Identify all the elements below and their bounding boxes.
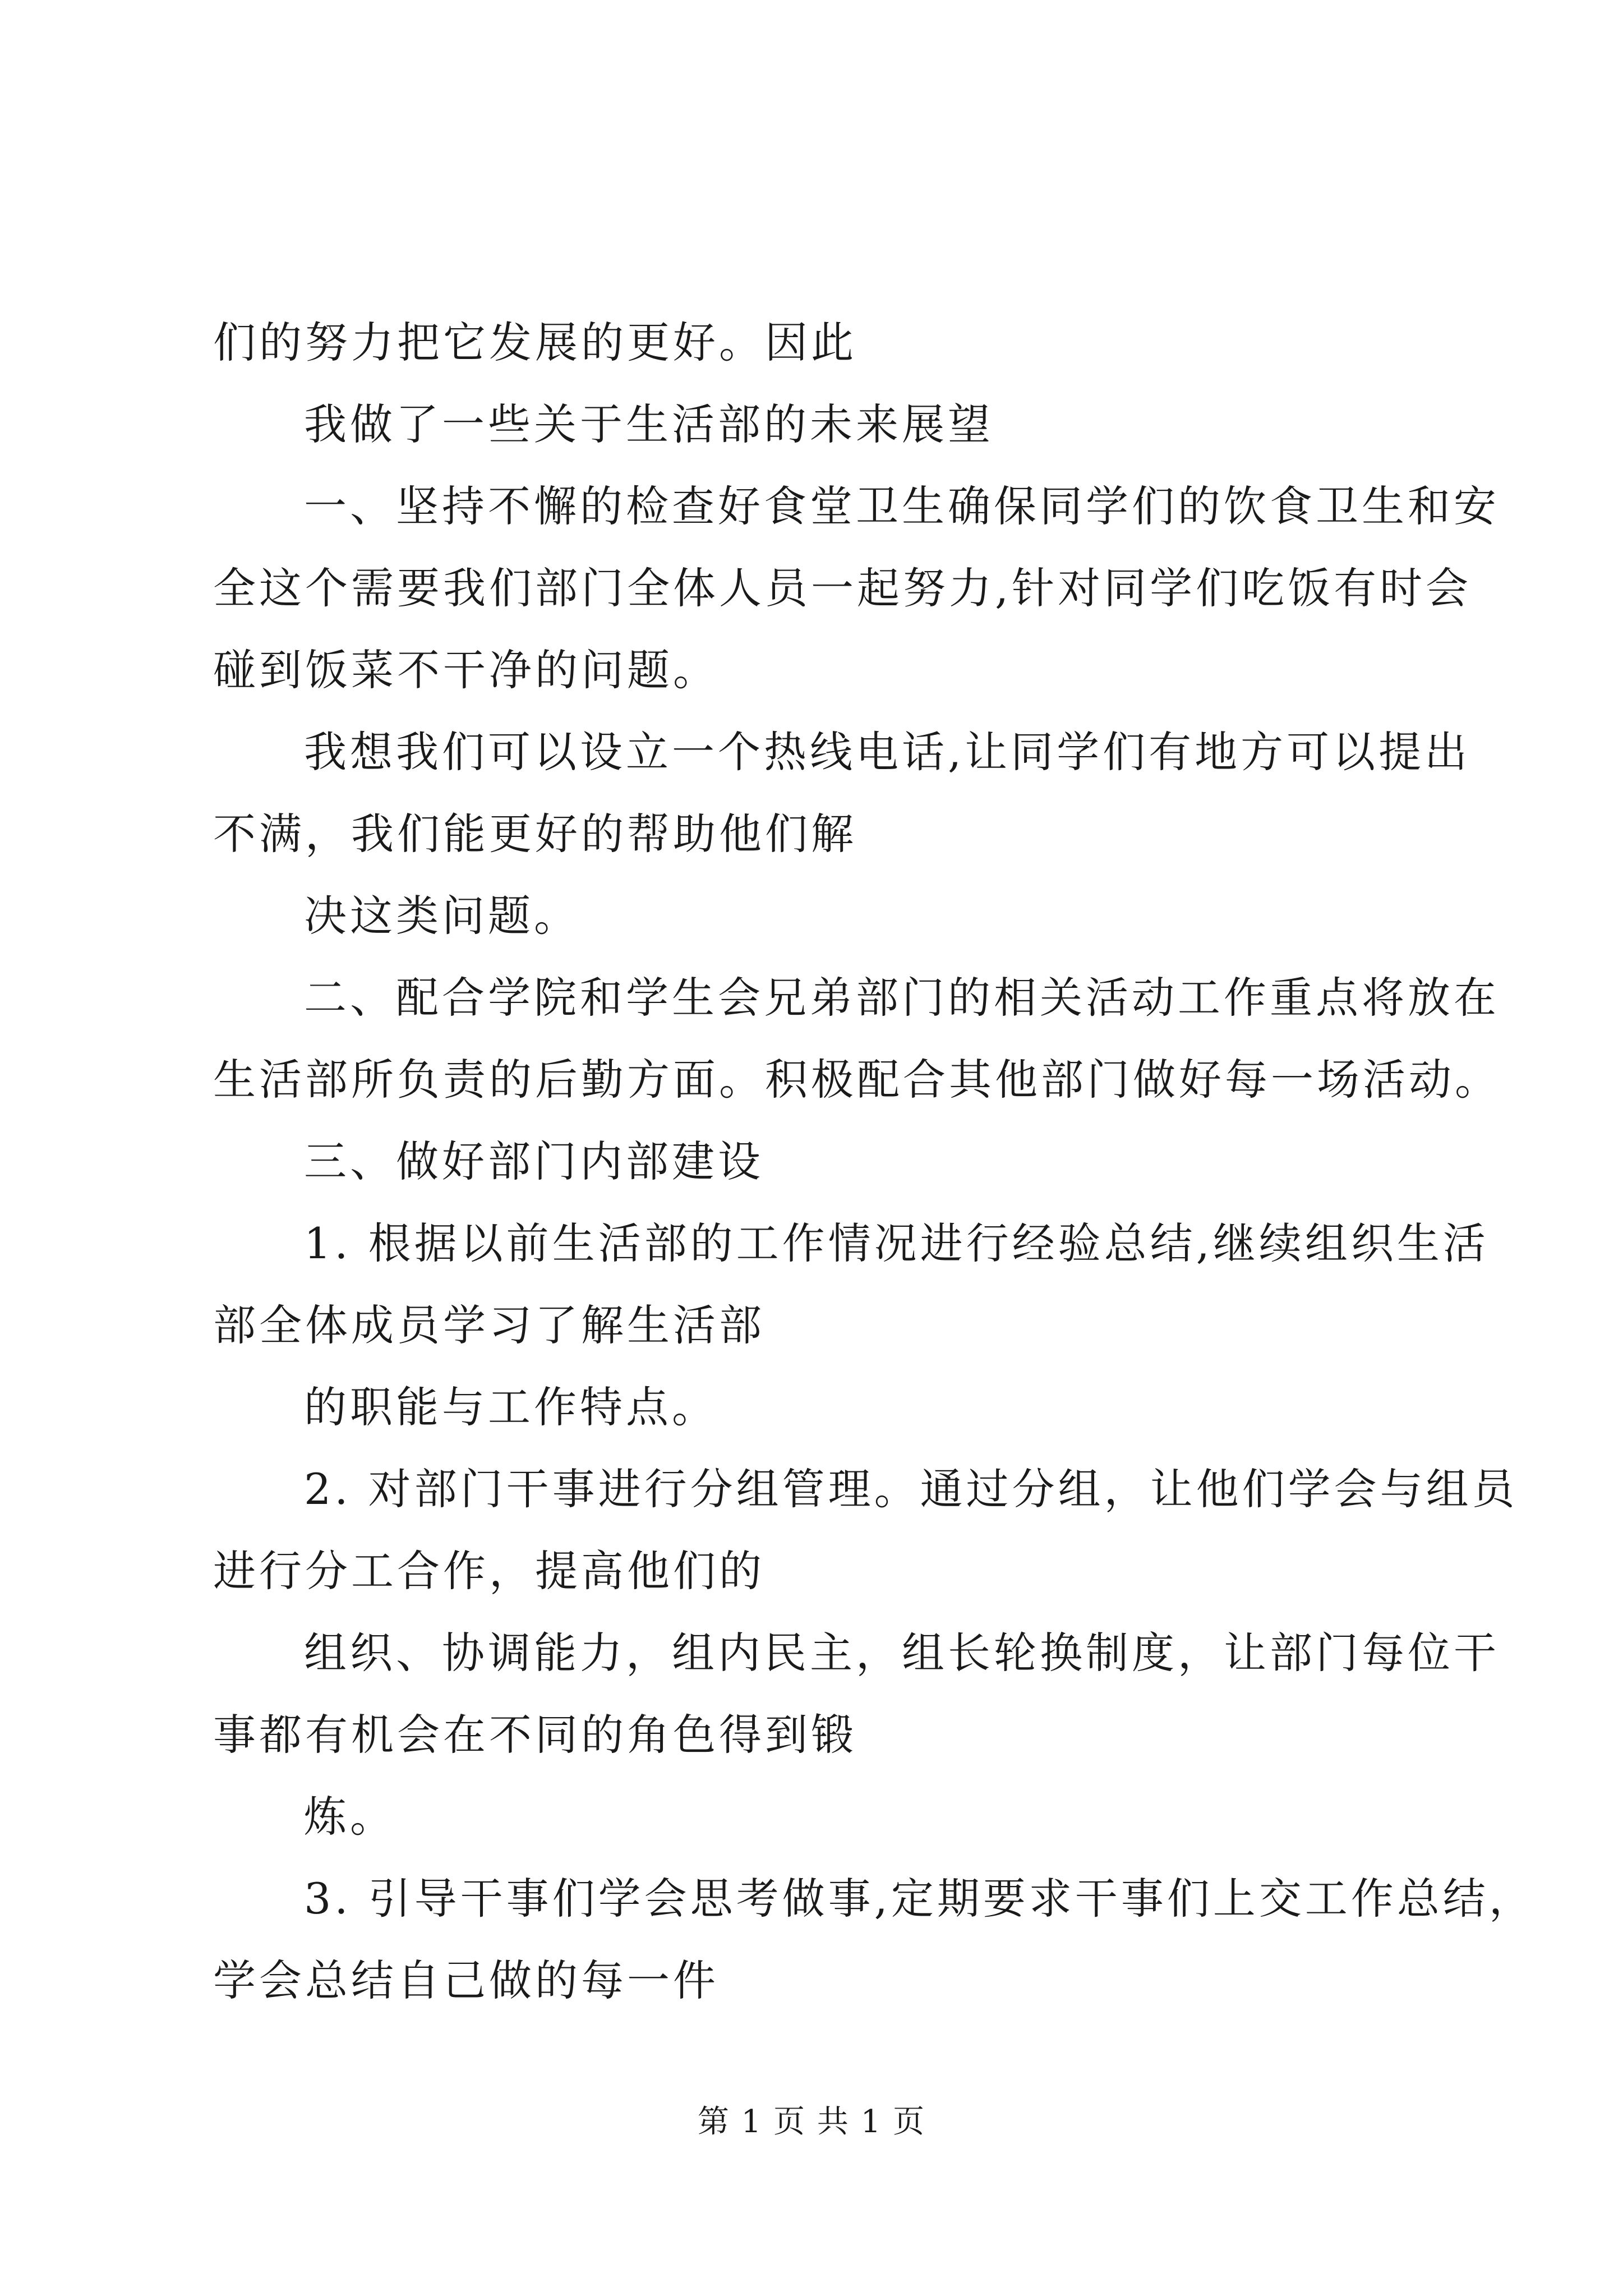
text-line: 2. 对部门干事进行分组管理。通过分组，让他们学会与组员 [304,1464,1518,1514]
text-line: 们的努力把它发展的更好。因此 [213,318,857,367]
text-line: 部全体成员学习了解生活部 [213,1300,765,1350]
text-line: 的职能与工作特点。 [304,1382,718,1432]
text-line: 我做了一些关于生活部的未来展望 [304,399,994,449]
text-line: 三、做好部门内部建设 [304,1137,764,1186]
text-line: 不满，我们能更好的帮助他们解 [213,809,857,859]
page-footer: 第 1 页 共 1 页 [697,2104,926,2140]
text-line: 学会总结自己做的每一件 [213,1955,719,2005]
text-line: 事都有机会在不同的角色得到锻 [213,1710,857,1760]
text-line: 我想我们可以设立一个热线电话,让同学们有地方可以提出 [304,727,1471,777]
text-line: 1. 根据以前生活部的工作情况进行经验总结,继续组织生活 [304,1218,1489,1268]
text-line: 组织、协调能力，组内民主，组长轮换制度，让部门每位干 [304,1628,1500,1678]
text-line: 决这类问题。 [304,891,580,941]
text-line: 炼。 [304,1792,396,1842]
document-body [213,302,1535,2022]
text-line: 一、坚持不懈的检查好食堂卫生确保同学们的饮食卫生和安 [304,481,1500,531]
text-line: 全这个需要我们部门全体人员一起努力,针对同学们吃饭有时会 [213,563,1472,613]
text-line: 进行分工合作，提高他们的 [213,1546,765,1596]
text-line: 碰到饭菜不干净的问题。 [213,645,719,695]
text-line: 3. 引导干事们学会思考做事,定期要求干事们上交工作总结， [304,1874,1535,1924]
text-line: 生活部所负责的后勤方面。积极配合其他部门做好每一场活动。 [213,1055,1501,1105]
text-line: 二、配合学院和学生会兄弟部门的相关活动工作重点将放在 [304,973,1500,1023]
